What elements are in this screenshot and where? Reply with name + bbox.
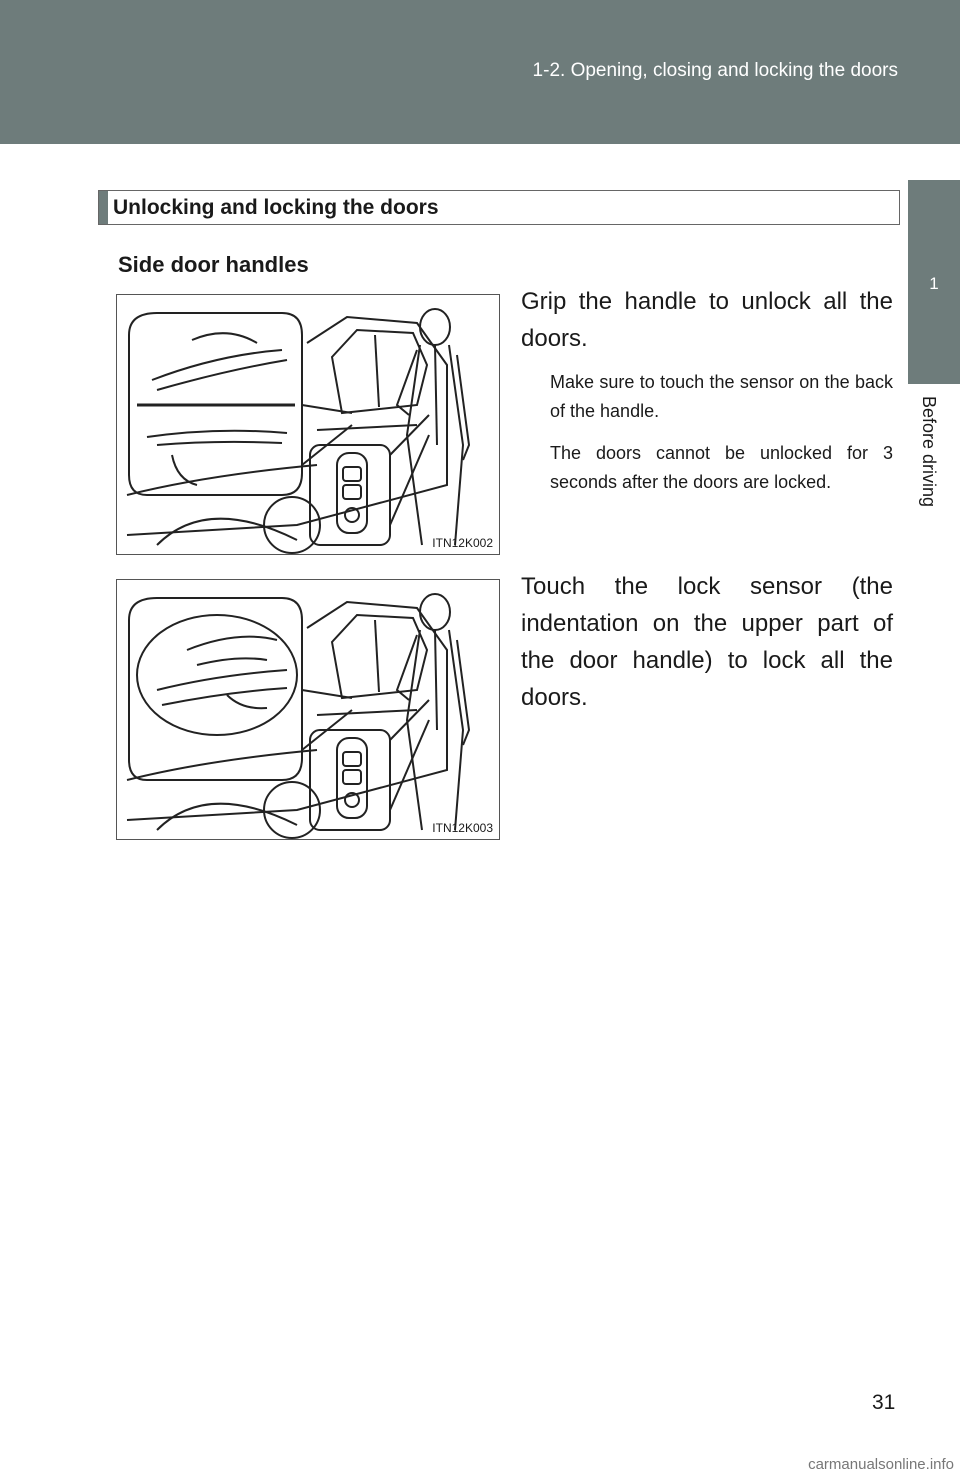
figure-unlock [116, 294, 500, 555]
section-heading-box [98, 190, 900, 225]
note-sensor: Make sure to touch the sensor on the back of the handle. [550, 372, 893, 421]
figure-lock [116, 579, 500, 840]
section-heading: Unlocking and locking the doors [113, 196, 439, 219]
section-title: 1-2. Opening, closing and locking the doors [532, 60, 898, 81]
chapter-tab [908, 180, 960, 384]
note-delay: The doors cannot be unlocked for 3 seconds after the doors are locked. [550, 443, 893, 492]
subheading: Side door handles [118, 252, 309, 277]
lock-illustration [117, 580, 501, 841]
chapter-label: Before driving [919, 396, 939, 508]
instruction-unlock: Grip the handle to unlock all the doors. [521, 288, 893, 352]
watermark: carmanualsonline.info [808, 1456, 954, 1473]
heading-accent-bar [99, 191, 108, 224]
page-number: 31 [872, 1391, 896, 1414]
unlock-illustration [117, 295, 501, 556]
figure-id: ITN12K003 [432, 821, 493, 835]
instruction-lock: Touch the lock sensor (the indentation on the upper part of the door handle) to lock all the doors. [521, 573, 893, 711]
chapter-label-area [904, 396, 960, 546]
header-band [0, 0, 960, 144]
figure-id: ITN12K002 [432, 536, 493, 550]
chapter-number: 1 [929, 274, 939, 293]
